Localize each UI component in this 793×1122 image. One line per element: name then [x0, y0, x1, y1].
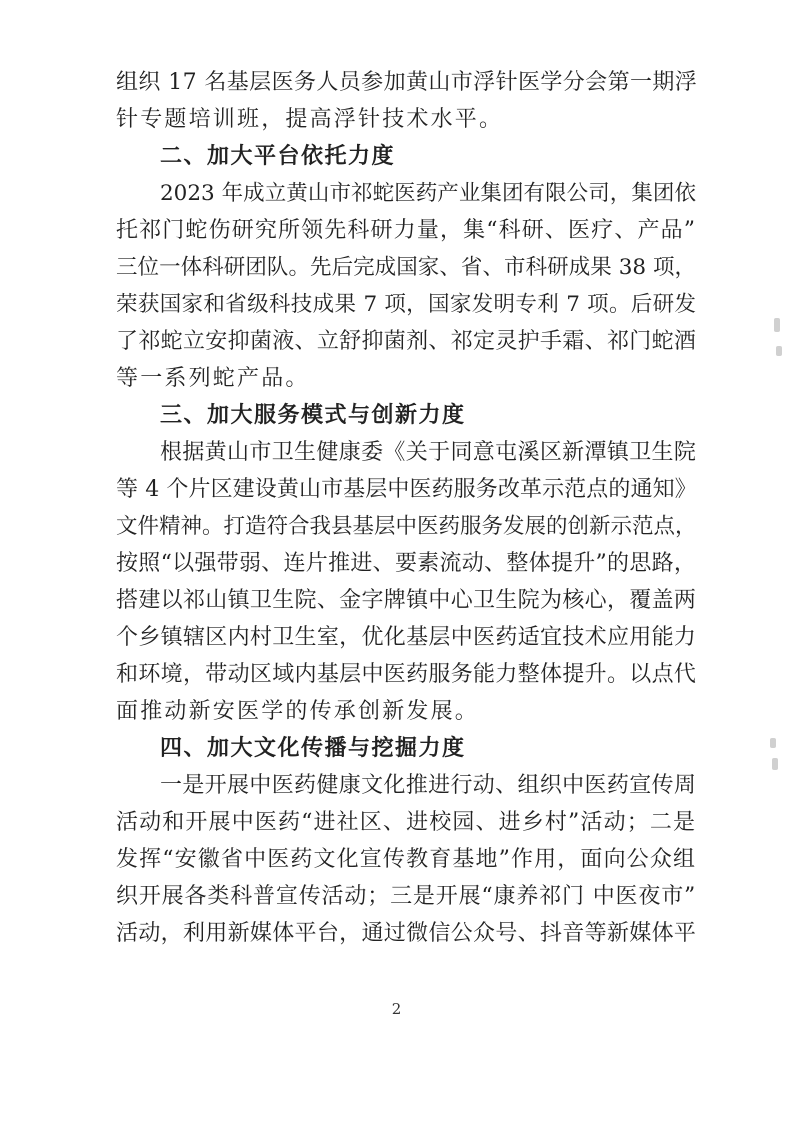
- body-line: 和环境，带动区域内基层中医药服务能力整体提升。以点代: [116, 662, 696, 687]
- body-line: 织开展各类科普宣传活动；三是开展“康养祁门 中医夜市”: [116, 884, 696, 909]
- body-line: 2023 年成立黄山市祁蛇医药产业集团有限公司，集团依: [160, 181, 696, 206]
- body-line: 了祁蛇立安抑菌液、立舒抑菌剂、祁定灵护手霜、祁门蛇酒: [116, 329, 696, 354]
- body-line: 文件精神。打造符合我县基层中医药服务发展的创新示范点，: [116, 514, 697, 539]
- body-line: 根据黄山市卫生健康委《关于同意屯溪区新潭镇卫生院: [160, 440, 696, 465]
- body-line: 活动和开展中医药“进社区、进校园、进乡村”活动；二是: [116, 810, 696, 835]
- body-line: 组织 17 名基层医务人员参加黄山市浮针医学分会第一期浮: [116, 70, 698, 95]
- section-heading-service: 三、加大服务模式与创新力度: [160, 403, 466, 428]
- body-line: 荣获国家和省级科技成果 7 项，国家发明专利 7 项。后研发: [116, 292, 696, 317]
- body-line: 等一系列蛇产品。: [116, 366, 310, 391]
- body-line: 活动，利用新媒体平台，通过微信公众号、抖音等新媒体平: [116, 921, 696, 946]
- body-line: 搭建以祁山镇卫生院、金字牌镇中心卫生院为核心，覆盖两: [116, 588, 696, 613]
- body-line: 三位一体科研团队。先后完成国家、省、市科研成果 38 项，: [116, 255, 696, 280]
- scan-mark: [772, 758, 778, 770]
- scan-mark: [770, 738, 776, 748]
- page-number: 2: [391, 1000, 402, 1018]
- body-line: 面推动新安医学的传承创新发展。: [116, 699, 480, 724]
- section-heading-platform: 二、加大平台依托力度: [160, 144, 396, 169]
- body-line: 按照“以强带弱、连片推进、要素流动、整体提升”的思路，: [116, 551, 696, 576]
- body-line: 等 4 个片区建设黄山市基层中医药服务改革示范点的通知》: [116, 477, 697, 502]
- body-text: [116, 64, 696, 952]
- body-line: 针专题培训班，提高浮针技术水平。: [116, 107, 504, 132]
- body-line: 发挥“安徽省中医药文化宣传教育基地”作用，面向公众组: [116, 847, 696, 872]
- scan-mark: [774, 318, 780, 332]
- body-line: 个乡镇辖区内村卫生室，优化基层中医药适宜技术应用能力: [116, 625, 696, 650]
- scan-mark: [776, 346, 782, 356]
- body-line: 一是开展中医药健康文化推进行动、组织中医药宣传周: [160, 773, 696, 798]
- body-line: 托祁门蛇伤研究所领先科研力量，集“科研、医疗、产品”: [116, 218, 696, 243]
- section-heading-culture: 四、加大文化传播与挖掘力度: [160, 736, 466, 761]
